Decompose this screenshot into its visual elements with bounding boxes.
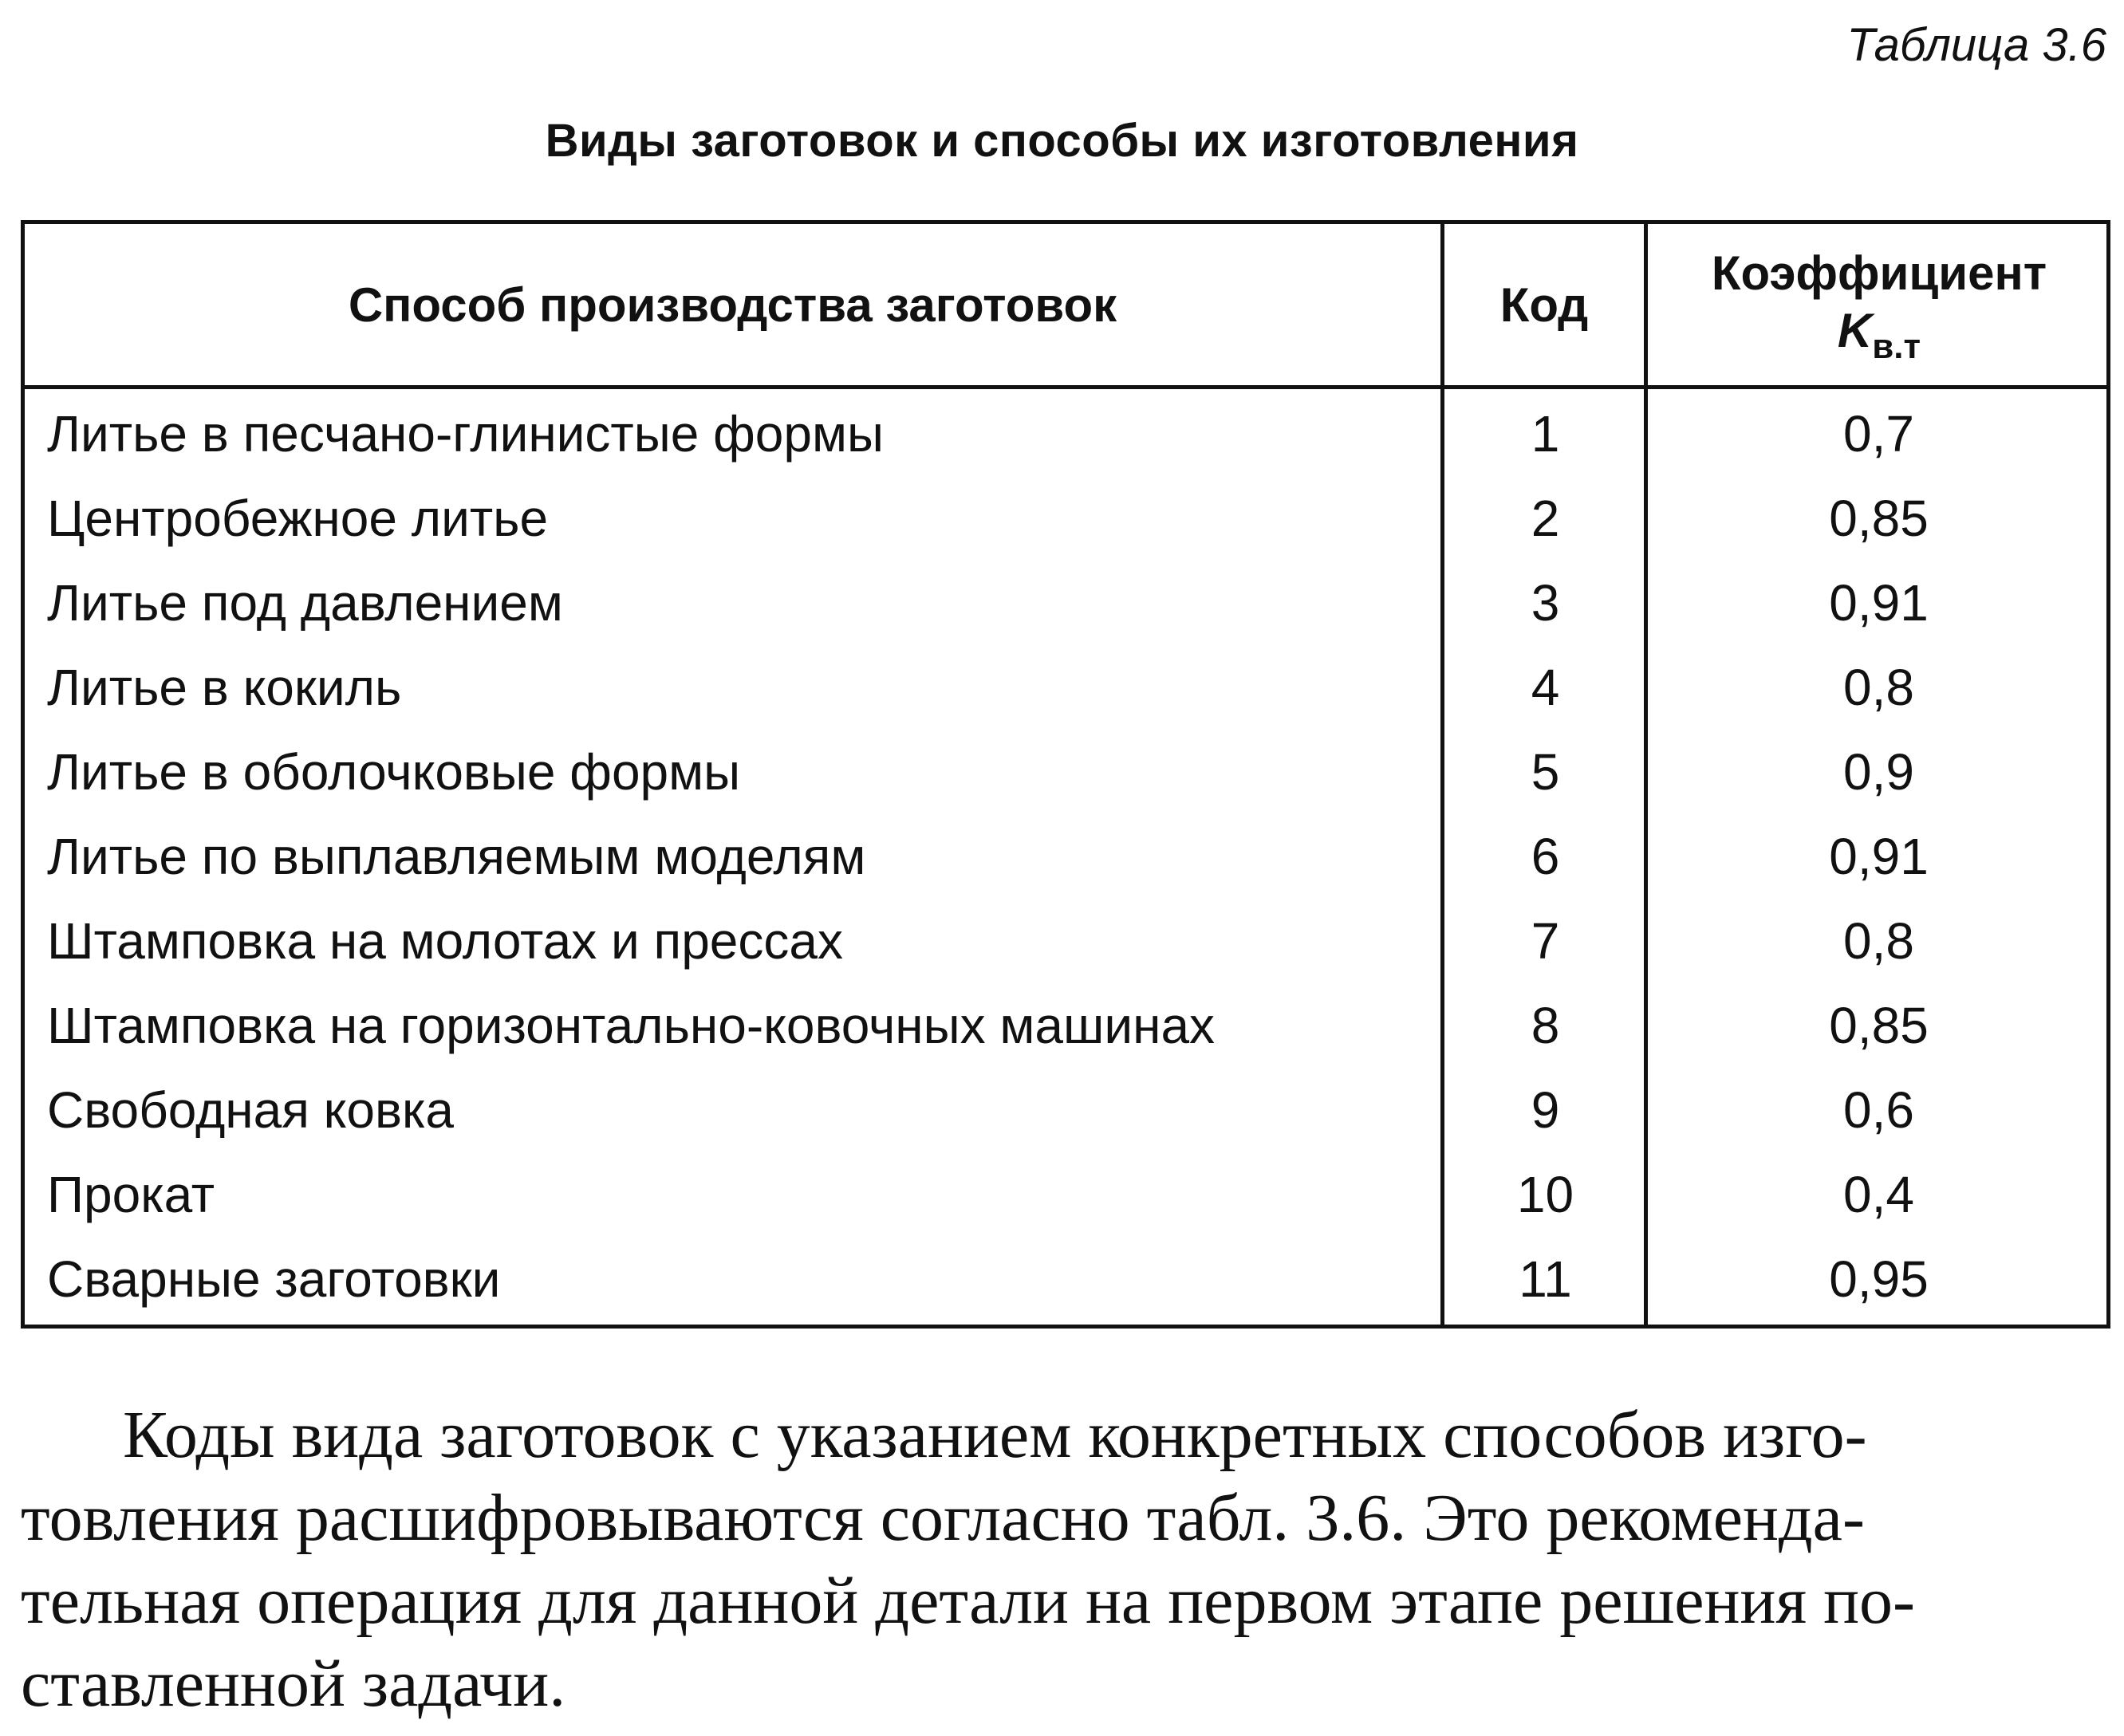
table-number-label: Таблица 3.6 bbox=[1846, 19, 2106, 71]
code-cell: 6 bbox=[1531, 828, 1560, 885]
header-method: Способ производства заготовок bbox=[348, 278, 1117, 332]
table-row bbox=[25, 814, 2106, 899]
body-paragraph bbox=[21, 1394, 2110, 1726]
paragraph-line: тельная операция для данной детали на первом этапе решения по- bbox=[21, 1564, 1916, 1638]
table-row bbox=[25, 899, 2106, 983]
blanks-table bbox=[21, 220, 2110, 1329]
method-cell: Штамповка на горизонтально-ковочных машинах bbox=[47, 997, 1216, 1054]
method-cell: Центробежное литье bbox=[47, 490, 549, 547]
table-row bbox=[25, 1068, 2106, 1152]
method-cell: Литье в оболочковые формы bbox=[47, 743, 741, 801]
code-cell: 4 bbox=[1531, 659, 1560, 716]
coefficient-cell: 0,6 bbox=[1843, 1081, 1914, 1139]
coefficient-cell: 0,85 bbox=[1829, 997, 1929, 1054]
header-coefficient-label: Коэффициент bbox=[1711, 246, 2047, 300]
method-cell: Сварные заготовки bbox=[47, 1250, 501, 1308]
coefficient-cell: 0,9 bbox=[1843, 743, 1914, 801]
paragraph-line: Коды вида заготовок с указанием конкретных способов изго- bbox=[123, 1398, 1867, 1472]
method-cell: Литье в кокиль bbox=[47, 659, 402, 716]
coefficient-subscript: в.т bbox=[1872, 327, 1921, 366]
code-cell: 10 bbox=[1516, 1166, 1574, 1223]
table-row bbox=[25, 730, 2106, 814]
method-cell: Свободная ковка bbox=[47, 1081, 454, 1139]
table-row bbox=[25, 1237, 2106, 1321]
coefficient-cell: 0,8 bbox=[1843, 659, 1914, 716]
table-title: Виды заготовок и способы их изготовления bbox=[545, 115, 1579, 167]
method-cell: Литье в песчано-глинистые формы bbox=[47, 405, 884, 463]
method-cell: Прокат bbox=[47, 1166, 215, 1223]
paragraph-line: товления расшифровываются согласно табл. 3.6. Это рекоменда- bbox=[21, 1481, 1865, 1555]
code-cell: 7 bbox=[1531, 912, 1560, 970]
table-row bbox=[25, 983, 2106, 1068]
coefficient-cell: 0,91 bbox=[1829, 574, 1929, 632]
coefficient-cell: 0,91 bbox=[1829, 828, 1929, 885]
table-row bbox=[25, 1152, 2106, 1237]
code-cell: 2 bbox=[1531, 490, 1560, 547]
header-coefficient-symbol bbox=[1648, 302, 2110, 368]
coefficient-cell: 0,8 bbox=[1843, 912, 1914, 970]
table-row bbox=[25, 392, 2106, 476]
method-cell: Литье по выплавляемым моделям bbox=[47, 828, 866, 885]
method-cell: Штамповка на молотах и прессах bbox=[47, 912, 843, 970]
table-row bbox=[25, 645, 2106, 730]
coefficient-cell: 0,4 bbox=[1843, 1166, 1914, 1223]
code-cell: 3 bbox=[1531, 574, 1560, 632]
header-code: Код bbox=[1499, 278, 1589, 332]
coefficient-symbol: K bbox=[1837, 304, 1873, 357]
code-cell: 1 bbox=[1531, 405, 1560, 463]
code-cell: 5 bbox=[1531, 743, 1560, 801]
table-body bbox=[25, 392, 2106, 1321]
coefficient-cell: 0,85 bbox=[1829, 490, 1929, 547]
header-divider bbox=[25, 385, 2106, 389]
code-cell: 8 bbox=[1531, 997, 1560, 1054]
header-coefficient bbox=[1648, 245, 2110, 368]
coefficient-cell: 0,95 bbox=[1829, 1250, 1929, 1308]
table-row bbox=[25, 476, 2106, 561]
table-row bbox=[25, 561, 2106, 645]
code-cell: 9 bbox=[1531, 1081, 1560, 1139]
coefficient-cell: 0,7 bbox=[1843, 405, 1914, 463]
code-cell: 11 bbox=[1519, 1250, 1572, 1308]
method-cell: Литье под давлением bbox=[47, 574, 563, 632]
paragraph-line: ставленной задачи. bbox=[21, 1647, 566, 1721]
